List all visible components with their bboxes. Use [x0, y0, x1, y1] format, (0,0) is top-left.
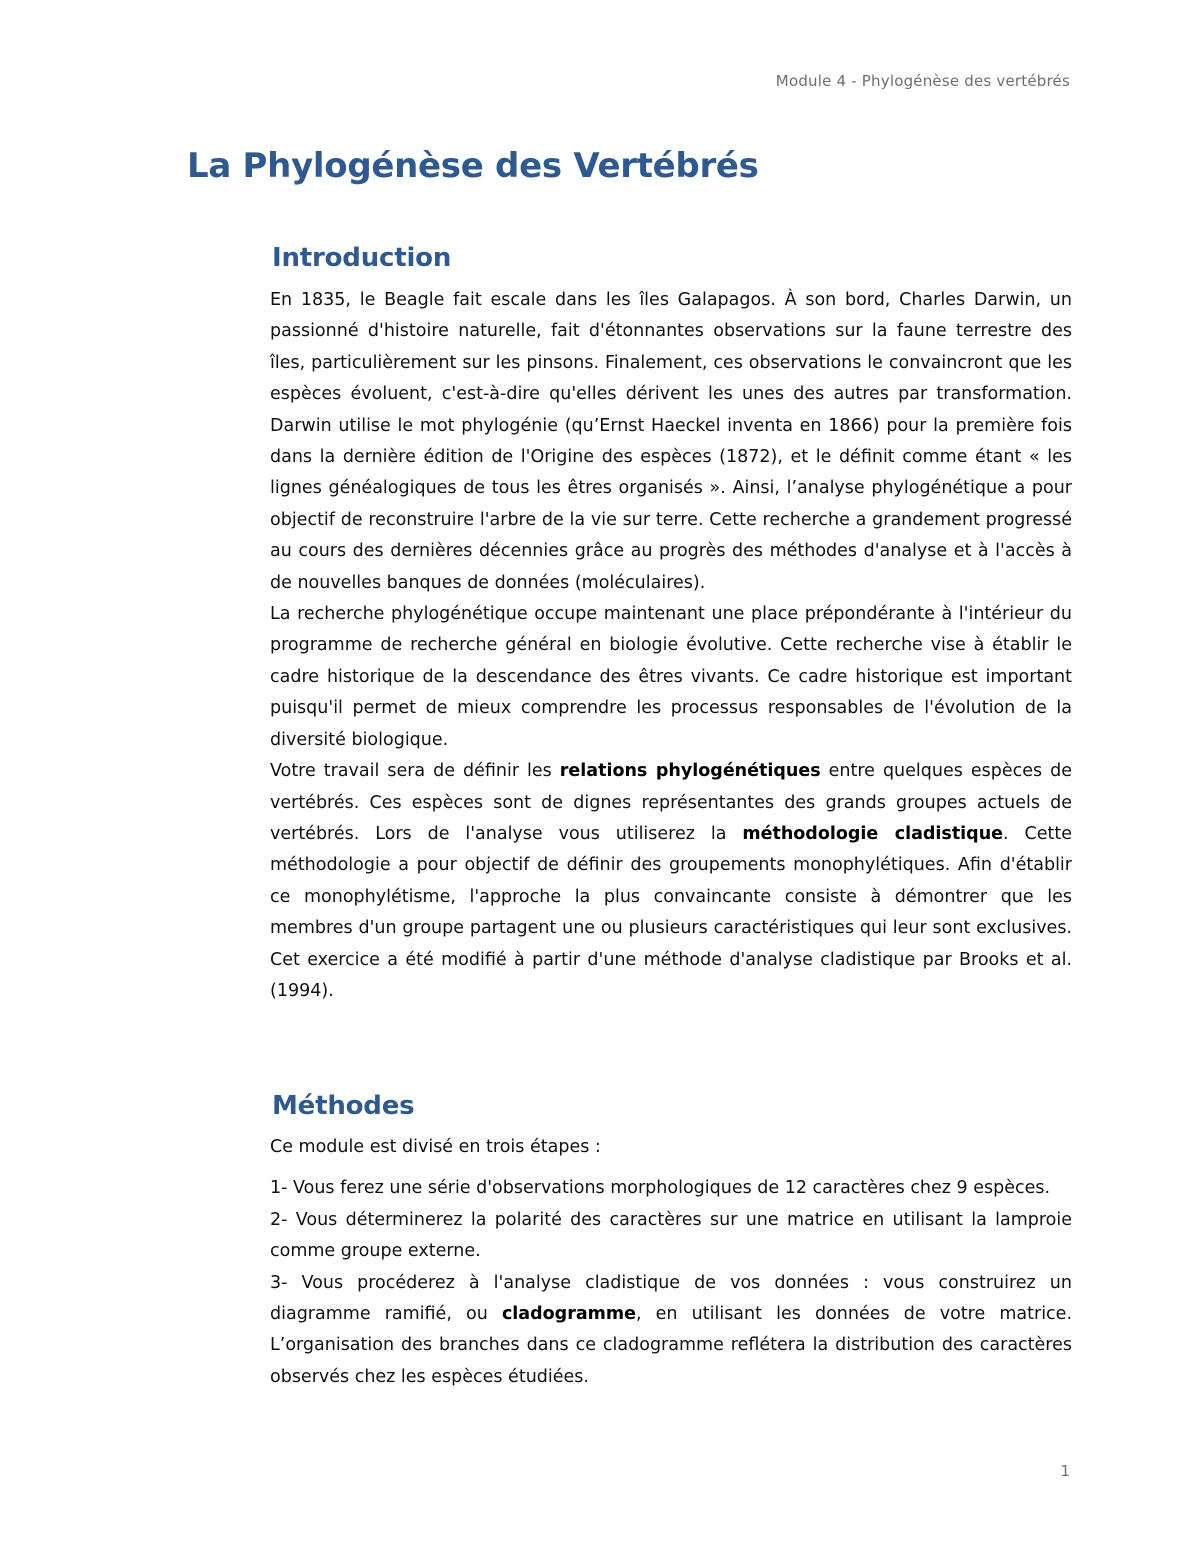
- page-number: 1: [1060, 1462, 1070, 1480]
- introduction-paragraph-3: [270, 756, 1072, 1007]
- running-header: Module 4 - Phylogénèse des vertébrés: [775, 72, 1070, 90]
- step-2: 2- Vous déterminerez la polarité des caractères sur une matrice en utilisant la lamproie comme groupe externe.: [270, 1209, 1072, 1262]
- step-1: 1- Vous ferez une série d'observations morphologiques de 12 caractères chez 9 espèces.: [270, 1178, 1051, 1199]
- methodes-steps: [270, 1173, 1072, 1393]
- methodes-lead: Ce module est divisé en trois étapes :: [270, 1137, 601, 1157]
- introduction-paragraph-2: La recherche phylogénétique occupe maintenant une place prépondérante à l'intérieur du programme de recherche général en biologie évolutive. Cette recherche vise à établir le cadre historique de la descendance des êtres vivants. Ce cadre historique est important puisqu'il permet de mieux comprendre les processus responsables de l'évolution de la diversité biologique.: [270, 604, 1072, 750]
- step-3-text-c: , en utilisant les données de votre matrice. L’organisation des branches dans ce cladogramme reflétera la distribution des caractères observés chez les espèces étudiées.: [270, 1304, 1073, 1387]
- introduction-body: [270, 285, 1072, 1007]
- introduction-heading: Introduction: [272, 243, 452, 273]
- introduction-paragraph-1: En 1835, le Beagle fait escale dans les îles Galapagos. À son bord, Charles Darwin, un passionné d'histoire naturelle, fait d'étonnantes observations sur la faune terrestre des îles, particulièrement sur les pinsons. Finalement, ces observations le convaincront que les espèces évoluent, c'est-à-dire qu'elles dérivent les unes des autres par transformation. Darwin utilise le mot phylogénie (qu’Ernst Haeckel inventa en 1866) pour la première fois dans la dernière édition de l'Origine des espèces (1872), et le définit comme étant « les lignes généalogiques de tous les êtres organisés ». Ainsi, l’analyse phylogénétique a pour objectif de reconstruire l'arbre de la vie sur terre. Cette recherche a grandement progressé au cours des dernières décennies grâce au progrès des méthodes d'analyse et à l'accès à de nouvelles banques de données (moléculaires).: [270, 290, 1072, 593]
- methodes-heading: Méthodes: [272, 1091, 415, 1121]
- p3-text-a: Votre travail sera de définir les: [270, 761, 560, 782]
- step-3-text-a: 3- Vous procéderez à l'analyse cladistique de vos données : vous construirez un diagramme ramifié, ou: [270, 1272, 1072, 1325]
- p3-text-c: entre quelques espèces de vertébrés. Ces espèces sont de dignes représentantes des grands groupes actuels de vertébrés. Lors de l'analyse vous utiliserez la: [270, 761, 1072, 844]
- cladogramme-term: cladogramme: [501, 1304, 636, 1325]
- step-3: [270, 1268, 1072, 1394]
- introduction-section: [270, 243, 1072, 1007]
- p3-text-e: . Cette méthodologie a pour objectif de définir des groupements monophylétiques. Afin d'établir ce monophylétisme, l'approche la plus convaincante consiste à démontrer que les membres d'un groupe partagent une ou plusieurs caractéristiques qui leur sont exclusives. Cet exercice a été modifié à partir d'une méthode d'analyse cladistique par Brooks et al. (1994).: [270, 823, 1072, 1001]
- methodes-section: [270, 1091, 1072, 1393]
- relations-phylogenetiques-term: relations phylogénétiques: [559, 761, 821, 782]
- methodologie-cladistique-term: méthodologie cladistique: [742, 823, 1004, 844]
- document-title: La Phylogénèse des Vertébrés: [187, 146, 759, 186]
